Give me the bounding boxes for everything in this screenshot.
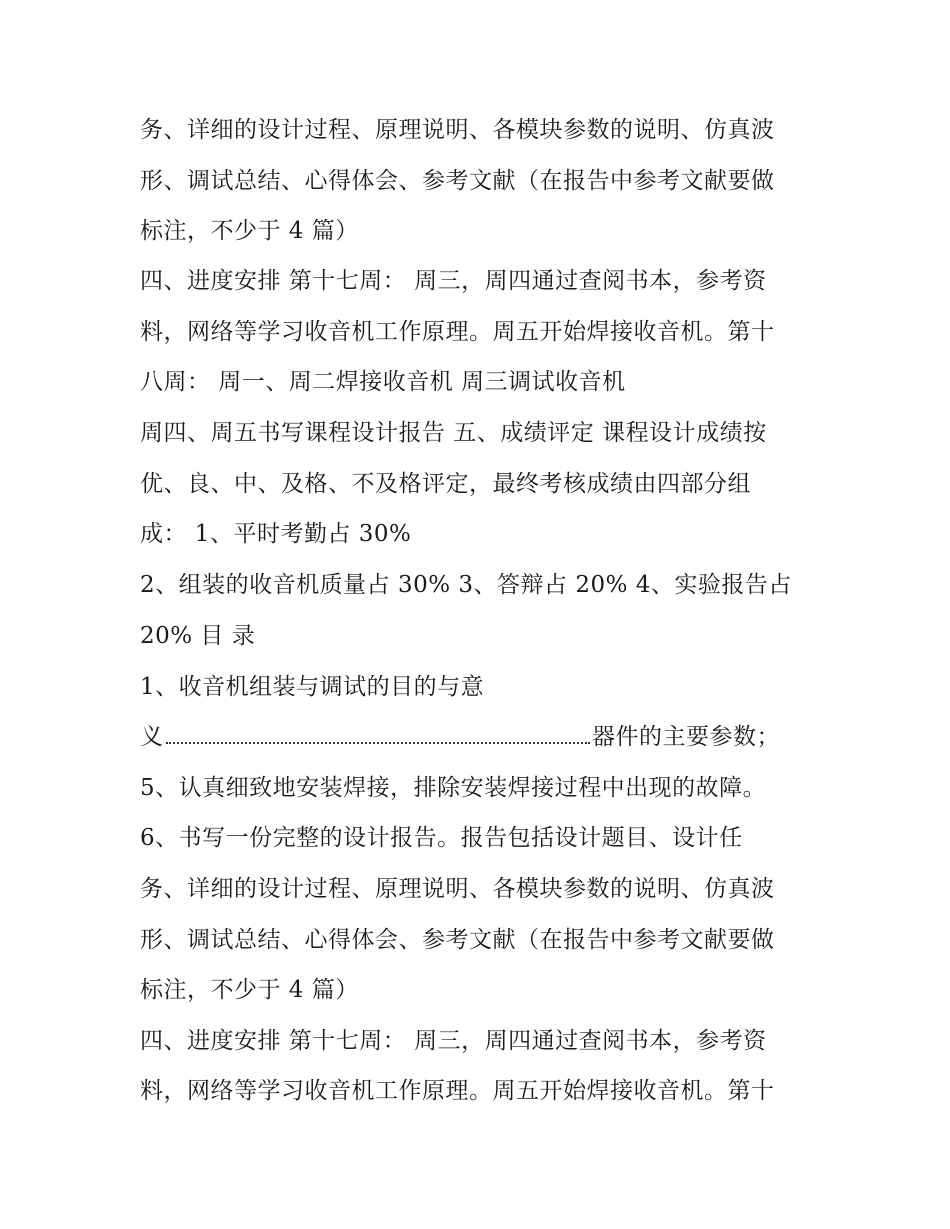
text-line: 四、进度安排 第十七周： 周三，周四通过查阅书本，参考资	[140, 268, 767, 294]
text-line: 1、收音机组装与调试的目的与意	[140, 674, 485, 700]
text-line: 标注，不少于 4 篇）	[140, 977, 359, 1003]
text-line: 务、详细的设计过程、原理说明、各模块参数的说明、仿真波	[140, 876, 775, 902]
text-line: 周四、周五书写课程设计报告 五、成绩评定 课程设计成绩按	[140, 420, 767, 446]
text-line: 料，网络等学习收音机工作原理。周五开始焊接收音机。第十	[140, 1078, 775, 1104]
text-line: 6、书写一份完整的设计报告。报告包括设计题目、设计任	[140, 825, 743, 851]
text-line: 八周： 周一、周二焊接收音机 周三调试收音机	[140, 369, 626, 395]
toc-entry	[140, 722, 780, 752]
text-line: 四、进度安排 第十七周： 周三，周四通过查阅书本，参考资	[140, 1028, 767, 1054]
text-line: 5、认真细致地安装焊接，排除安装焊接过程中出现的故障。	[140, 775, 767, 801]
text-line: 料，网络等学习收音机工作原理。周五开始焊接收音机。第十	[140, 319, 775, 345]
text-line: 2、组装的收音机质量占 30% 3、答辩占 20% 4、实验报告占	[140, 572, 792, 598]
toc-leader-dots	[166, 724, 591, 744]
text-line: 成： 1、平时考勤占 30%	[140, 521, 412, 547]
text-line: 20% 目 录	[140, 623, 256, 649]
text-line: 务、详细的设计过程、原理说明、各模块参数的说明、仿真波	[140, 117, 775, 143]
text-line: 优、良、中、及格、不及格评定，最终考核成绩由四部分组	[140, 471, 751, 497]
text-line: 形、调试总结、心得体会、参考文献（在报告中参考文献要做	[140, 168, 775, 194]
toc-entry-lead: 义	[140, 724, 164, 750]
text-line: 标注，不少于 4 篇）	[140, 218, 359, 244]
toc-entry-tail: 器件的主要参数；	[592, 724, 780, 750]
text-line: 形、调试总结、心得体会、参考文献（在报告中参考文献要做	[140, 927, 775, 953]
